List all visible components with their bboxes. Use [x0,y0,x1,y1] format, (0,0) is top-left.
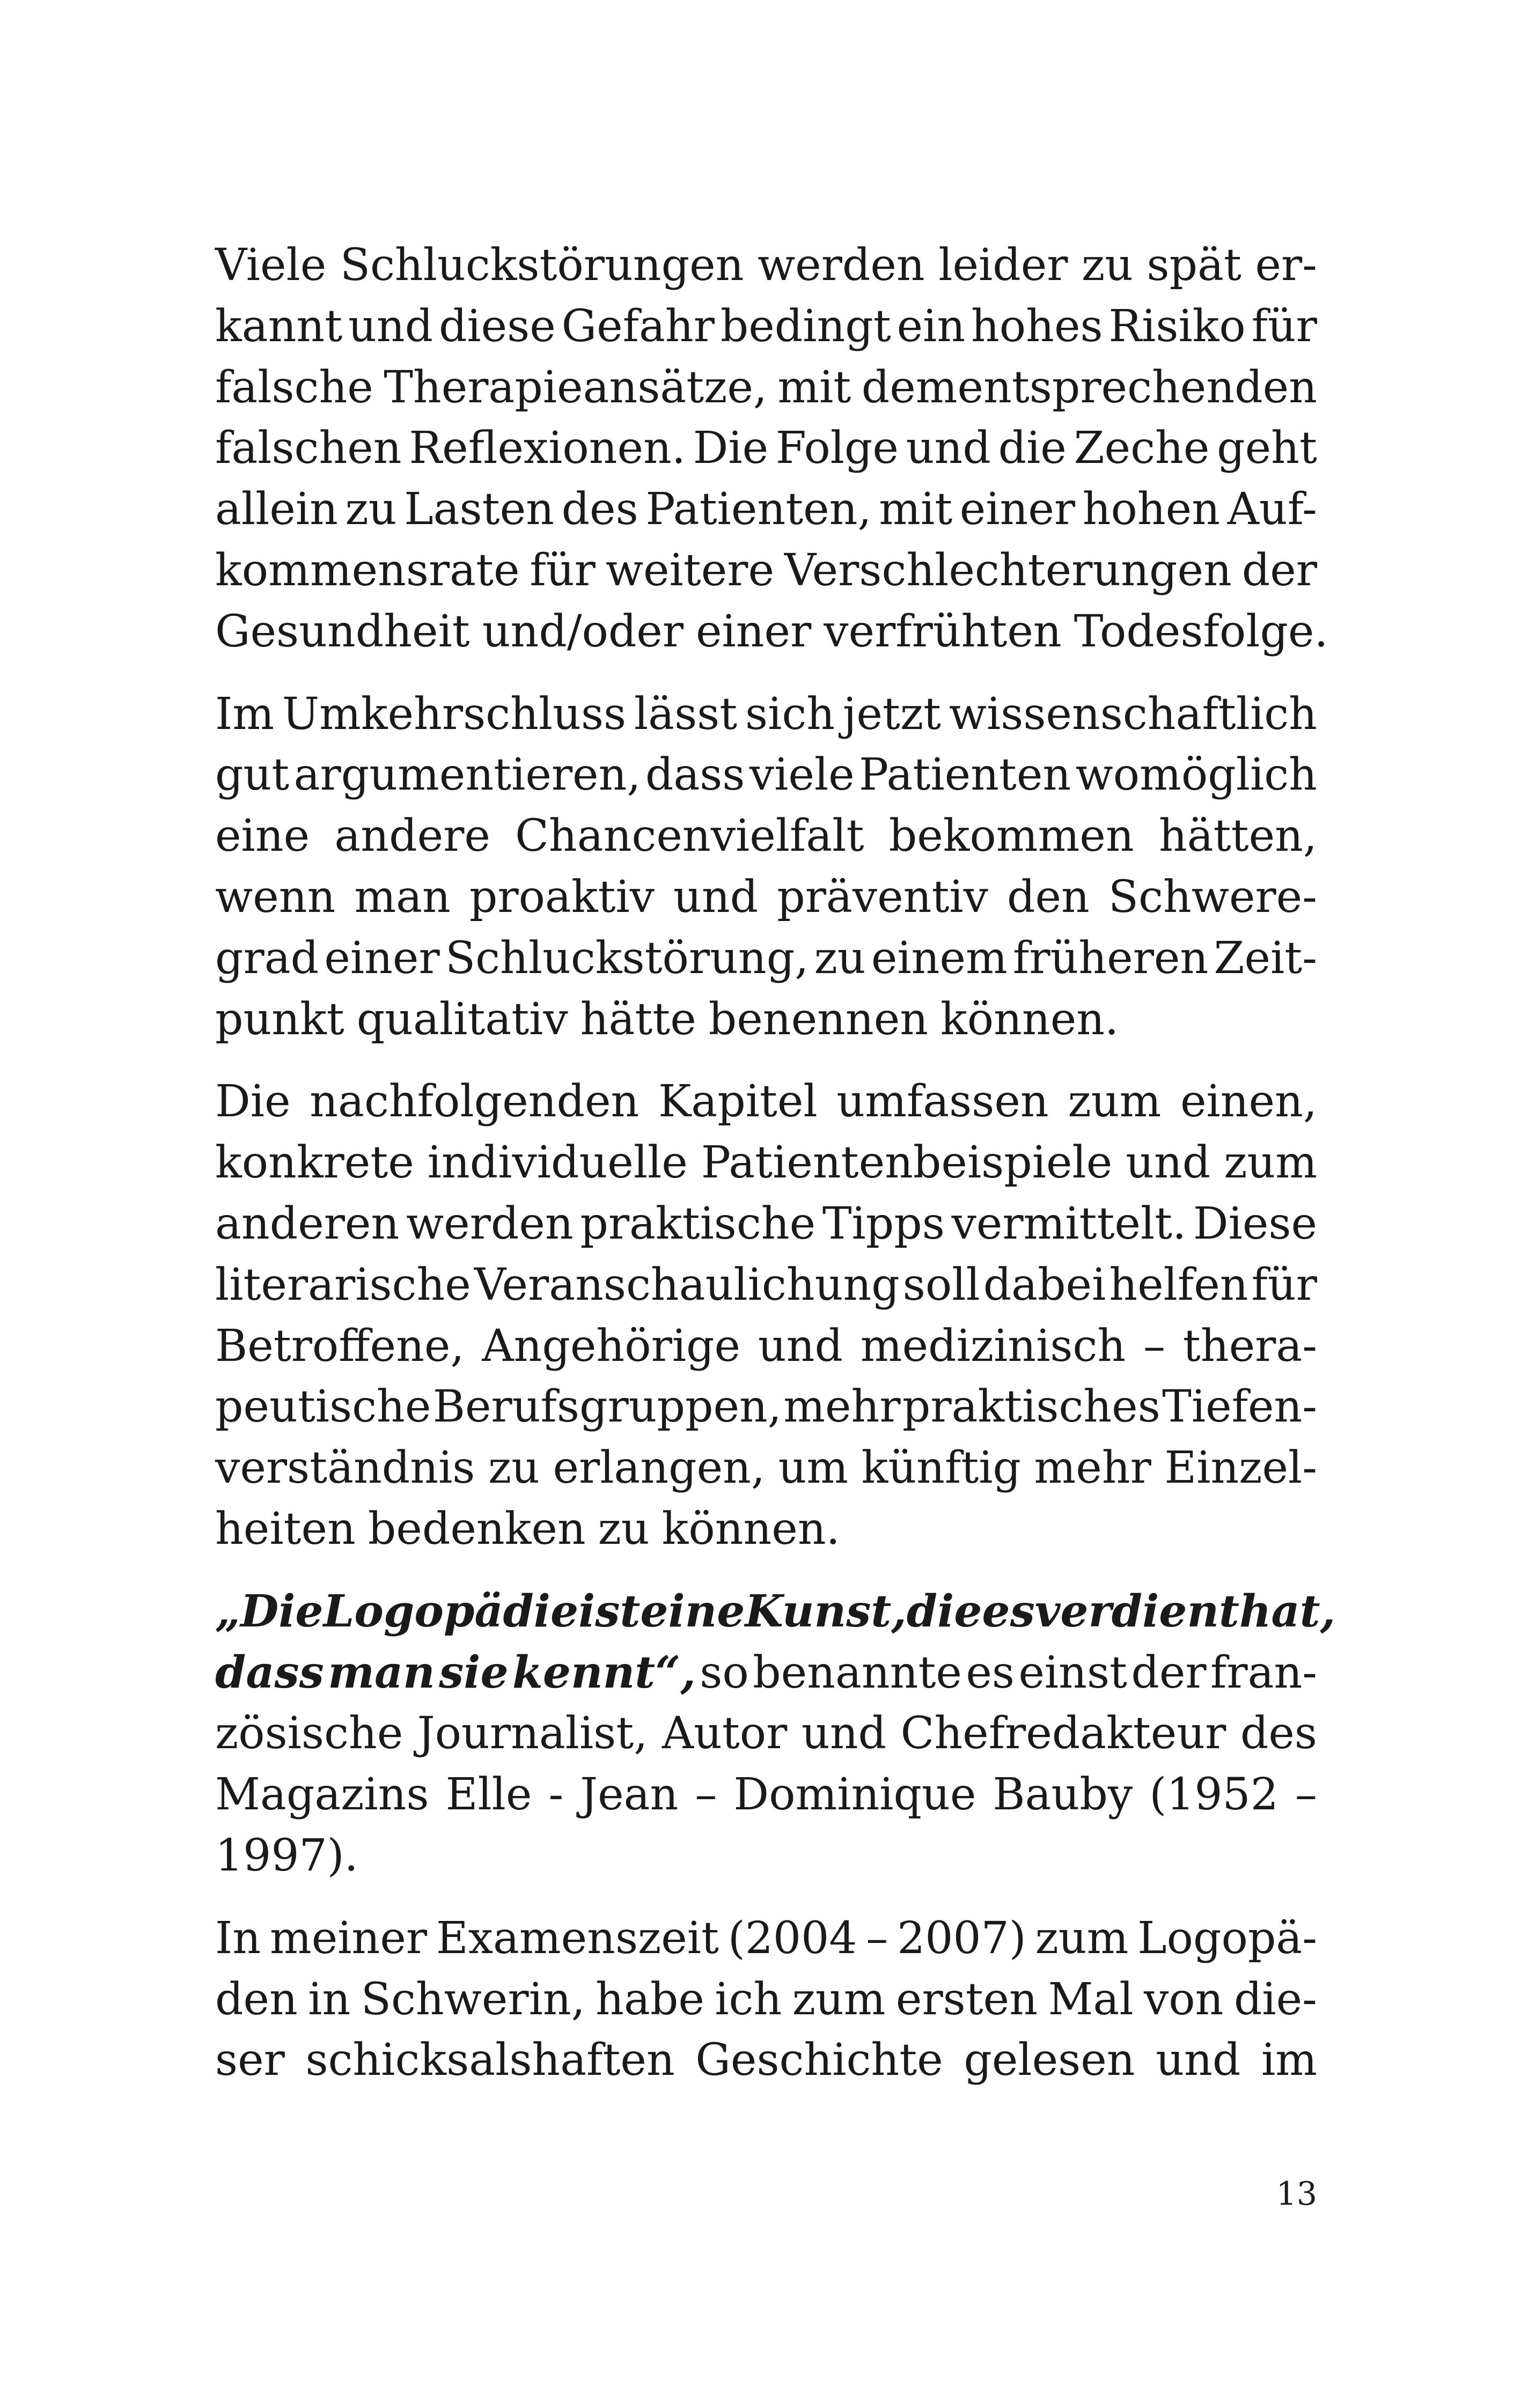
text-line [215,357,1317,418]
text-line [215,1194,1317,1255]
word: Todesfolge. [1074,606,1328,657]
word: falschen [215,423,402,474]
word: und [906,423,991,474]
word: Examenszeit [436,1912,719,1964]
word: vermittelt. [951,1198,1187,1249]
word: und [758,1320,843,1372]
text-line [215,1764,1317,1825]
text-line [215,2030,1317,2091]
word: und [1156,2035,1241,2086]
word: Angehörige [482,1320,741,1372]
word: Therapieansätze, [384,362,767,413]
word: mit [879,484,953,535]
word: In [215,1912,261,1964]
word: andere [334,811,490,862]
word: – [1295,1769,1317,1821]
text-line [215,684,1317,745]
word: heiten [215,1503,356,1555]
paragraph [215,235,1328,662]
word: wenn [215,871,336,923]
word: falsche [215,362,373,413]
quote-word: es [982,1585,1035,1637]
word: wissenschaftlich [949,688,1317,740]
word: literarische [215,1259,471,1310]
paragraph [215,1071,1317,1559]
word: Mal [1048,1973,1134,2025]
word: Geschichte [695,2035,943,2086]
word: bekommen [888,811,1134,862]
text-line [215,540,1317,601]
text-line [215,1316,1317,1377]
word: so [700,1647,749,1698]
word: und/oder [482,606,684,657]
text-line [215,601,1328,662]
word: leider [938,240,1068,291]
word: früheren [1013,932,1209,984]
word: Folge [775,423,899,474]
word: in [308,1973,351,2025]
word: Berufsgruppen, [432,1381,782,1433]
quote-word: „Die [215,1585,324,1637]
word: einer [695,606,812,657]
word: benennen [708,993,929,1045]
word: hätten, [1158,811,1317,862]
word: die- [1233,1973,1317,2025]
text-line [215,479,1317,540]
quote-word: kennt“, [512,1646,696,1698]
word: helfen [1109,1259,1248,1310]
word: ser [215,2035,285,2086]
word: und [1126,1137,1211,1189]
word: erlangen, [553,1442,766,1494]
word: von [1143,1973,1224,2025]
word: einst [1018,1647,1127,1698]
word: Zeche [1074,423,1210,474]
text-line [215,418,1317,479]
paragraph [215,1908,1317,2091]
word: Magazins [215,1769,429,1821]
word: Journalist, [417,1708,648,1759]
word: Risiko [1108,300,1246,352]
word: ein [897,300,966,352]
word: (1952 [1149,1769,1278,1821]
word: bedenken [368,1503,586,1555]
word: Die [693,423,769,474]
word: einer [324,932,440,984]
word: anderen [215,1198,400,1249]
text-line [215,1581,1336,1643]
word: fran- [1210,1647,1317,1698]
word: zu [814,932,866,984]
word: Patienten [859,749,1071,801]
text-line [215,745,1317,806]
word: Elle [445,1769,532,1821]
word: habe [596,1973,704,2025]
text-line [215,1908,1317,1969]
word: zu [1082,240,1134,291]
word: peutische [215,1381,431,1433]
page-number: 13 [1276,2175,1317,2213]
word: er- [1255,240,1317,291]
word: zum [792,1973,886,2025]
word: können. [662,1503,840,1555]
word: Schwere- [1108,871,1317,923]
word: Betroffene, [215,1320,465,1372]
quote-word: ist [578,1585,641,1637]
text-line [215,235,1317,296]
body-text [215,235,1336,2112]
word: und [801,1708,887,1759]
word: präventiv [777,871,988,923]
word: den [215,1973,298,2025]
word: umfassen [836,1076,1049,1128]
quote-word: Kunst, [745,1585,907,1637]
word: eine [215,811,310,862]
word: ich [715,1973,782,2025]
word: man [354,871,451,923]
word: – [866,1912,888,1964]
word: der [1241,544,1317,596]
word: es [966,1647,1015,1698]
quote-word: die [906,1585,982,1637]
word: des [1240,1708,1317,1759]
word: praktisches [902,1381,1160,1433]
word: viele [749,749,855,801]
word: Tiefen- [1162,1381,1317,1433]
word: Dominique [733,1769,976,1821]
word: kommensrate [215,544,520,596]
word: sich [745,688,835,740]
word: geht [1217,423,1317,474]
word: mehr [783,1381,901,1433]
text-line [215,1376,1317,1438]
word: zu [488,1442,540,1494]
word: können. [940,993,1119,1045]
word: hohen [1082,484,1221,535]
text-line [215,1969,1317,2030]
word: Logopä- [1137,1912,1317,1964]
text-line [215,989,1317,1050]
word: des [561,484,638,535]
paragraph [215,684,1317,1050]
word: und [673,871,759,923]
text-line [215,1643,1317,1704]
word: den [1006,871,1090,923]
word: Die [215,1076,291,1128]
word: Veranschaulichung [474,1259,900,1310]
word: medizinisch [860,1320,1126,1372]
word: werden [757,240,925,291]
word: 2007) [897,1912,1026,1964]
word: Diese [1193,1198,1317,1249]
word: dabei [983,1259,1106,1310]
word: Chancenvielfalt [515,811,864,862]
word: einen, [1180,1076,1317,1128]
word: mehr [1034,1442,1151,1494]
word: weitere [605,544,774,596]
word: thera- [1182,1320,1317,1372]
word: zu [345,484,397,535]
word: schicksalshaften [305,2035,675,2086]
word: grad [215,932,319,984]
word: für [1251,300,1317,352]
word: jetzt [842,688,941,740]
word: im [1261,2035,1317,2086]
word: Gefahr [561,300,715,352]
word: hohes [971,300,1103,352]
word: Verschlechterungen [784,544,1232,596]
word: Einzel- [1164,1442,1317,1494]
word: künftig [861,1442,1022,1494]
word: dementsprechenden [861,362,1317,413]
word: und [348,300,433,352]
word: Patientenbeispiele [701,1137,1113,1189]
word: hätte [580,993,696,1045]
word: – [695,1769,717,1821]
word: Chefredakteur [900,1708,1226,1759]
quote-word: dass [215,1646,324,1698]
text-line [215,1499,1317,1560]
quote-word: hat, [1239,1585,1336,1637]
word: soll [902,1259,980,1310]
word: individuelle [427,1137,688,1189]
quote-word: verdient [1034,1585,1239,1637]
word: spät [1147,240,1241,291]
word: womöglich [1075,749,1317,801]
text-line [215,1438,1317,1499]
word: benannte [753,1647,962,1698]
word: Auf- [1227,484,1317,535]
word: Bauby [993,1769,1133,1821]
word: verfrühten [824,606,1062,657]
quote-word: eine [640,1585,745,1637]
text-line [215,867,1317,928]
word: meiner [270,1912,428,1964]
text-line [215,296,1317,357]
word: Kapitel [658,1076,818,1128]
word: Schluckstörung, [445,932,809,984]
text-line [215,1703,1317,1764]
word: einem [871,932,1008,984]
word: gut [215,749,290,801]
word: zum [1224,1137,1317,1189]
word: allein [215,484,338,535]
word: bedingt [720,300,891,352]
word: Schwerin, [361,1973,585,2025]
word: Im [215,688,275,740]
quote-word: Logopädie [323,1585,579,1637]
quote-word: man [328,1646,435,1698]
word: praktische [580,1198,816,1249]
word: verständnis [215,1442,475,1494]
word: Tipps [822,1198,945,1249]
word: Autor [662,1708,788,1759]
text-line [215,1255,1317,1316]
quote-word: sie [439,1646,509,1698]
word: einer [959,484,1076,535]
word: 1997). [215,1830,358,1881]
word: um [778,1442,849,1494]
text-line [215,1071,1317,1132]
word: kannt [215,300,343,352]
word: zösische [215,1708,403,1759]
word: Gesundheit [215,606,470,657]
word: Umkehrschluss [282,688,627,740]
word: zum [1035,1912,1129,1964]
word: proaktiv [469,871,655,923]
word: – [1143,1320,1166,1372]
word: - [548,1769,564,1821]
word: Reflexionen. [409,423,686,474]
word: lässt [634,688,738,740]
word: mit [777,362,851,413]
word: die [998,423,1067,474]
word: Lasten [404,484,554,535]
word: zum [1068,1076,1162,1128]
word: Schluckstörungen [340,240,744,291]
text-line [215,1825,1317,1887]
word: dass [645,749,745,801]
word: (2004 [728,1912,857,1964]
word: punkt [215,993,344,1045]
word: diese [438,300,556,352]
word: werden [406,1198,574,1249]
word: nachfolgenden [310,1076,640,1128]
word: für [530,544,596,596]
word: Patienten, [645,484,872,535]
word: zu [598,1503,650,1555]
text-line [215,928,1317,989]
word: ersten [895,1973,1038,2025]
text-line [215,806,1317,867]
word: der [1131,1647,1207,1698]
word: konkrete [215,1137,414,1189]
text-line [215,1132,1317,1194]
word: qualitativ [356,993,568,1045]
word: für [1251,1259,1317,1310]
word: argumentieren, [293,749,641,801]
word: Jean [580,1769,679,1821]
word: Zeit- [1214,932,1317,984]
word: Viele [215,240,327,291]
word: gelesen [964,2035,1135,2086]
paragraph [215,1581,1336,1887]
